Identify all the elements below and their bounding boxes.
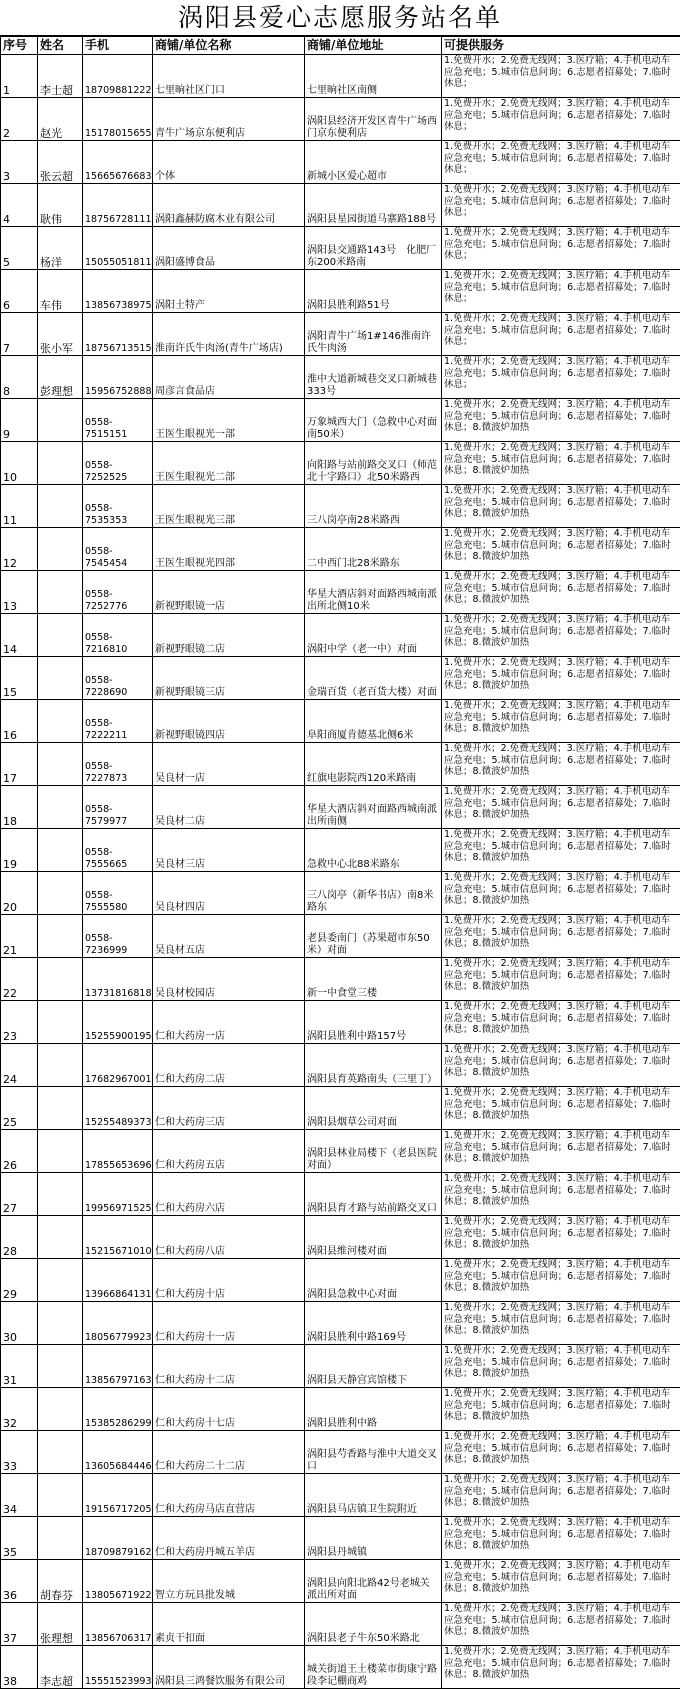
cell-phone: 18056779923 — [83, 1302, 153, 1345]
cell-services: 1.免费开水；2.免费无线网；3.医疗箱；4.手机电动车应急充电；5.城市信息问询；6.志愿者招募处；7.临时休息；8.微波炉加热 — [442, 1345, 680, 1388]
cell-number: 17 — [1, 743, 38, 786]
cell-number: 5 — [1, 227, 38, 270]
cell-phone: 15551523993 — [83, 1646, 153, 1689]
cell-services: 1.免费开水；2.免费无线网；3.医疗箱；4.手机电动车应急充电；5.城市信息问询；6.志愿者招募处；7.临时休息；8.微波炉加热 — [442, 657, 680, 700]
cell-name — [38, 1130, 83, 1173]
cell-number: 25 — [1, 1087, 38, 1130]
cell-number: 21 — [1, 915, 38, 958]
cell-shop-name: 仁和大药房一店 — [153, 1001, 305, 1044]
cell-services: 1.免费开水；2.免费无线网；3.医疗箱；4.手机电动车应急充电；5.城市信息问询；6.志愿者招募处；7.临时休息； — [442, 313, 680, 356]
cell-phone: 18709881222 — [83, 55, 153, 98]
cell-phone: 13856797163 — [83, 1345, 153, 1388]
table-row — [1, 55, 680, 98]
table-row — [1, 657, 680, 700]
table-body — [1, 55, 680, 1689]
cell-shop-address: 涡阳县丹城镇 — [305, 1517, 442, 1560]
cell-shop-name: 王医生眼视光三部 — [153, 485, 305, 528]
table-row — [1, 1044, 680, 1087]
cell-shop-address: 新一中食堂三楼 — [305, 958, 442, 1001]
cell-phone: 13731816818 — [83, 958, 153, 1001]
table-row — [1, 313, 680, 356]
cell-name — [38, 399, 83, 442]
header-services: 可提供服务 — [442, 37, 680, 55]
cell-shop-address: 涡阳县胜利中路 — [305, 1388, 442, 1431]
station-table — [0, 36, 680, 1689]
cell-services: 1.免费开水；2.免费无线网；3.医疗箱；4.手机电动车应急充电；5.城市信息问询；6.志愿者招募处；7.临时休息；8.微波炉加热 — [442, 958, 680, 1001]
cell-shop-address: 涡阳县胜利中路157号 — [305, 1001, 442, 1044]
cell-phone: 13856706317 — [83, 1603, 153, 1646]
cell-phone: 0558-7555580 — [83, 872, 153, 915]
cell-name — [38, 571, 83, 614]
cell-phone: 0558-7228690 — [83, 657, 153, 700]
cell-shop-address: 涡阳中学（老一中）对面 — [305, 614, 442, 657]
cell-services: 1.免费开水；2.免费无线网；3.医疗箱；4.手机电动车应急充电；5.城市信息问询；6.志愿者招募处；7.临时休息； — [442, 227, 680, 270]
cell-name: 车伟 — [38, 270, 83, 313]
cell-name: 张云超 — [38, 141, 83, 184]
cell-services: 1.免费开水；2.免费无线网；3.医疗箱；4.手机电动车应急充电；5.城市信息问询；6.志愿者招募处；7.临时休息；8.微波炉加热 — [442, 872, 680, 915]
cell-services: 1.免费开水；2.免费无线网；3.医疗箱；4.手机电动车应急充电；5.城市信息问询；6.志愿者招募处；7.临时休息； — [442, 55, 680, 98]
cell-shop-address: 涡阳县经济开发区青牛广场西门京东便利店 — [305, 98, 442, 141]
cell-shop-address: 涡阳县林业局楼下（老县医院对面） — [305, 1130, 442, 1173]
cell-name — [38, 786, 83, 829]
table-row — [1, 485, 680, 528]
cell-name — [38, 1517, 83, 1560]
cell-name — [38, 872, 83, 915]
cell-phone: 15178015655 — [83, 98, 153, 141]
cell-services: 1.免费开水；2.免费无线网；3.医疗箱；4.手机电动车应急充电；5.城市信息问询；6.志愿者招募处；7.临时休息；8.微波炉加热 — [442, 1431, 680, 1474]
cell-number: 11 — [1, 485, 38, 528]
cell-phone: 19156717205 — [83, 1474, 153, 1517]
cell-number: 27 — [1, 1173, 38, 1216]
cell-shop-address: 华星大酒店斜对面路西城南派出所北侧10米 — [305, 571, 442, 614]
cell-shop-name: 青牛广场京东便利店 — [153, 98, 305, 141]
cell-services: 1.免费开水；2.免费无线网；3.医疗箱；4.手机电动车应急充电；5.城市信息问询；6.志愿者招募处；7.临时休息；8.微波炉加热 — [442, 1646, 680, 1689]
cell-services: 1.免费开水；2.免费无线网；3.医疗箱；4.手机电动车应急充电；5.城市信息问询；6.志愿者招募处；7.临时休息；8.微波炉加热 — [442, 1603, 680, 1646]
table-row — [1, 356, 680, 399]
cell-number: 19 — [1, 829, 38, 872]
cell-number: 33 — [1, 1431, 38, 1474]
cell-shop-address: 老县委南门（苏果超市东50米）对面 — [305, 915, 442, 958]
cell-phone: 0558-7545454 — [83, 528, 153, 571]
cell-shop-name: 淮南许氏牛肉汤(青牛广场店) — [153, 313, 305, 356]
cell-services: 1.免费开水；2.免费无线网；3.医疗箱；4.手机电动车应急充电；5.城市信息问询；6.志愿者招募处；7.临时休息； — [442, 141, 680, 184]
cell-name — [38, 1044, 83, 1087]
cell-number: 26 — [1, 1130, 38, 1173]
cell-name: 李志超 — [38, 1646, 83, 1689]
cell-shop-name: 吴良材五店 — [153, 915, 305, 958]
cell-phone: 0558-7579977 — [83, 786, 153, 829]
cell-name — [38, 614, 83, 657]
cell-number: 23 — [1, 1001, 38, 1044]
cell-name: 李士超 — [38, 55, 83, 98]
cell-shop-name: 仁和大药房六店 — [153, 1173, 305, 1216]
table-row — [1, 1216, 680, 1259]
cell-phone: 0558-7555665 — [83, 829, 153, 872]
cell-phone: 19956971525 — [83, 1173, 153, 1216]
cell-services: 1.免费开水；2.免费无线网；3.医疗箱；4.手机电动车应急充电；5.城市信息问询；6.志愿者招募处；7.临时休息；8.微波炉加热 — [442, 1001, 680, 1044]
cell-name: 张理想 — [38, 1603, 83, 1646]
cell-name — [38, 958, 83, 1001]
cell-shop-address: 涡阳县芍香路与淮中大道交叉口 — [305, 1431, 442, 1474]
table-row — [1, 184, 680, 227]
cell-phone: 17855653696 — [83, 1130, 153, 1173]
table-row — [1, 399, 680, 442]
cell-number: 7 — [1, 313, 38, 356]
cell-services: 1.免费开水；2.免费无线网；3.医疗箱；4.手机电动车应急充电；5.城市信息问询；6.志愿者招募处；7.临时休息；8.微波炉加热 — [442, 1560, 680, 1603]
cell-phone: 15665676683 — [83, 141, 153, 184]
cell-shop-name: 吴良材校园店 — [153, 958, 305, 1001]
cell-services: 1.免费开水；2.免费无线网；3.医疗箱；4.手机电动车应急充电；5.城市信息问询；6.志愿者招募处；7.临时休息；8.微波炉加热 — [442, 614, 680, 657]
cell-number: 30 — [1, 1302, 38, 1345]
cell-name — [38, 700, 83, 743]
cell-shop-address: 涡阳县烟草公司对面 — [305, 1087, 442, 1130]
cell-shop-name: 仁和大药房五店 — [153, 1130, 305, 1173]
header-name: 姓名 — [38, 37, 83, 55]
cell-shop-address: 红旗电影院西120米路南 — [305, 743, 442, 786]
cell-phone: 15215671010 — [83, 1216, 153, 1259]
cell-number: 14 — [1, 614, 38, 657]
cell-name — [38, 1345, 83, 1388]
cell-name: 杨洋 — [38, 227, 83, 270]
cell-services: 1.免费开水；2.免费无线网；3.医疗箱；4.手机电动车应急充电；5.城市信息问询；6.志愿者招募处；7.临时休息；8.微波炉加热 — [442, 1259, 680, 1302]
table-row — [1, 270, 680, 313]
table-row — [1, 872, 680, 915]
table-row — [1, 528, 680, 571]
cell-services: 1.免费开水；2.免费无线网；3.医疗箱；4.手机电动车应急充电；5.城市信息问询；6.志愿者招募处；7.临时休息；8.微波炉加热 — [442, 1517, 680, 1560]
cell-name — [38, 1302, 83, 1345]
cell-shop-address: 涡阳县天静宫宾馆楼下 — [305, 1345, 442, 1388]
cell-shop-address: 涡阳县育英路南头（三里丁） — [305, 1044, 442, 1087]
cell-shop-address: 三八岗亭（新华书店）南8米路东 — [305, 872, 442, 915]
cell-number: 18 — [1, 786, 38, 829]
cell-number: 31 — [1, 1345, 38, 1388]
table-row — [1, 1345, 680, 1388]
cell-shop-address: 涡阳县星园街道马寨路188号 — [305, 184, 442, 227]
cell-shop-name: 新视野眼镜四店 — [153, 700, 305, 743]
table-row — [1, 1130, 680, 1173]
cell-number: 37 — [1, 1603, 38, 1646]
cell-shop-name: 周彦言食品店 — [153, 356, 305, 399]
cell-shop-name: 仁和大药房三店 — [153, 1087, 305, 1130]
cell-shop-address: 新城小区爱心超市 — [305, 141, 442, 184]
cell-shop-address: 淮中大道新城巷交叉口新城巷333号 — [305, 356, 442, 399]
cell-number: 3 — [1, 141, 38, 184]
cell-number: 8 — [1, 356, 38, 399]
cell-shop-name: 新视野眼镜二店 — [153, 614, 305, 657]
cell-shop-name: 七里晌社区门口 — [153, 55, 305, 98]
cell-shop-name: 智立方玩具批发城 — [153, 1560, 305, 1603]
cell-shop-address: 涡阳县胜利路51号 — [305, 270, 442, 313]
cell-name: 张小军 — [38, 313, 83, 356]
cell-shop-address: 三八岗亭南28米路西 — [305, 485, 442, 528]
cell-number: 32 — [1, 1388, 38, 1431]
cell-shop-name: 仁和大药房十店 — [153, 1259, 305, 1302]
cell-number: 29 — [1, 1259, 38, 1302]
table-row — [1, 1173, 680, 1216]
cell-name — [38, 1173, 83, 1216]
cell-name — [38, 915, 83, 958]
cell-shop-address: 涡阳县维河楼对面 — [305, 1216, 442, 1259]
cell-phone: 0558-7222211 — [83, 700, 153, 743]
cell-name — [38, 1474, 83, 1517]
table-row — [1, 1646, 680, 1689]
header-row — [1, 37, 680, 55]
cell-services: 1.免费开水；2.免费无线网；3.医疗箱；4.手机电动车应急充电；5.城市信息问询；6.志愿者招募处；7.临时休息；8.微波炉加热 — [442, 1044, 680, 1087]
cell-shop-address: 城关街道王土楼菜市街康宁路段李记棚商鸡 — [305, 1646, 442, 1689]
table-row — [1, 1259, 680, 1302]
table-row — [1, 98, 680, 141]
cell-number: 15 — [1, 657, 38, 700]
cell-shop-name: 王医生眼视光二部 — [153, 442, 305, 485]
table-row — [1, 958, 680, 1001]
cell-services: 1.免费开水；2.免费无线网；3.医疗箱；4.手机电动车应急充电；5.城市信息问询；6.志愿者招募处；7.临时休息；8.微波炉加热 — [442, 1388, 680, 1431]
cell-shop-name: 吴良材一店 — [153, 743, 305, 786]
table-row — [1, 1603, 680, 1646]
cell-shop-address: 万象城西大门（急救中心对面南50米） — [305, 399, 442, 442]
cell-name — [38, 485, 83, 528]
cell-phone: 13966864131 — [83, 1259, 153, 1302]
cell-shop-address: 华星大酒店斜对面路西城南派出所南侧 — [305, 786, 442, 829]
cell-number: 9 — [1, 399, 38, 442]
cell-shop-address: 阜阳商厦肯德基北侧6米 — [305, 700, 442, 743]
cell-shop-name: 吴良材四店 — [153, 872, 305, 915]
cell-shop-name: 吴良材二店 — [153, 786, 305, 829]
cell-name — [38, 1259, 83, 1302]
header-address: 商铺/单位地址 — [305, 37, 442, 55]
cell-phone: 0558-7515151 — [83, 399, 153, 442]
cell-shop-address: 涡阳县胜利中路169号 — [305, 1302, 442, 1345]
cell-phone: 13856738975 — [83, 270, 153, 313]
sheet-title: 涡阳县爱心志愿服务站名单 — [0, 0, 680, 36]
header-no: 序号 — [1, 37, 38, 55]
cell-services: 1.免费开水；2.免费无线网；3.医疗箱；4.手机电动车应急充电；5.城市信息问询；6.志愿者招募处；7.临时休息；8.微波炉加热 — [442, 485, 680, 528]
cell-shop-name: 仁和大药房二十二店 — [153, 1431, 305, 1474]
cell-shop-name: 涡阳盛博食品 — [153, 227, 305, 270]
cell-services: 1.免费开水；2.免费无线网；3.医疗箱；4.手机电动车应急充电；5.城市信息问询；6.志愿者招募处；7.临时休息； — [442, 98, 680, 141]
cell-name — [38, 1087, 83, 1130]
cell-shop-address: 涡阳县老子牛东50米路北 — [305, 1603, 442, 1646]
cell-shop-name: 涡阳县三鸿餐饮服务有限公司 — [153, 1646, 305, 1689]
table-row — [1, 1001, 680, 1044]
cell-name: 耿伟 — [38, 184, 83, 227]
cell-shop-address: 急救中心北88米路东 — [305, 829, 442, 872]
table-row — [1, 442, 680, 485]
cell-shop-address: 二中西门北28米路东 — [305, 528, 442, 571]
cell-name: 彭理想 — [38, 356, 83, 399]
cell-name — [38, 1001, 83, 1044]
cell-services: 1.免费开水；2.免费无线网；3.医疗箱；4.手机电动车应急充电；5.城市信息问询；6.志愿者招募处；7.临时休息；8.微波炉加热 — [442, 1087, 680, 1130]
cell-number: 22 — [1, 958, 38, 1001]
cell-phone: 0558-7236999 — [83, 915, 153, 958]
cell-shop-name: 王医生眼视光一部 — [153, 399, 305, 442]
cell-services: 1.免费开水；2.免费无线网；3.医疗箱；4.手机电动车应急充电；5.城市信息问询；6.志愿者招募处；7.临时休息；8.微波炉加热 — [442, 1216, 680, 1259]
cell-name — [38, 528, 83, 571]
cell-shop-name: 王医生眼视光四部 — [153, 528, 305, 571]
table-row — [1, 829, 680, 872]
cell-shop-address: 涡阳县交通路143号 化肥厂东200米路南 — [305, 227, 442, 270]
cell-shop-address: 向阳路与站前路交叉口（师范北十字路口）北50米路西 — [305, 442, 442, 485]
cell-shop-name: 仁和大药房马店直营店 — [153, 1474, 305, 1517]
table-row — [1, 743, 680, 786]
cell-name — [38, 1431, 83, 1474]
cell-phone: 18709879162 — [83, 1517, 153, 1560]
cell-services: 1.免费开水；2.免费无线网；3.医疗箱；4.手机电动车应急充电；5.城市信息问询；6.志愿者招募处；7.临时休息；8.微波炉加热 — [442, 700, 680, 743]
cell-number: 38 — [1, 1646, 38, 1689]
cell-number: 4 — [1, 184, 38, 227]
cell-number: 6 — [1, 270, 38, 313]
cell-services: 1.免费开水；2.免费无线网；3.医疗箱；4.手机电动车应急充电；5.城市信息问询；6.志愿者招募处；7.临时休息； — [442, 356, 680, 399]
cell-services: 1.免费开水；2.免费无线网；3.医疗箱；4.手机电动车应急充电；5.城市信息问询；6.志愿者招募处；7.临时休息；8.微波炉加热 — [442, 743, 680, 786]
cell-shop-name: 新视野眼镜三店 — [153, 657, 305, 700]
cell-phone: 13605684446 — [83, 1431, 153, 1474]
cell-phone: 0558-7227873 — [83, 743, 153, 786]
table-row — [1, 1388, 680, 1431]
cell-services: 1.免费开水；2.免费无线网；3.医疗箱；4.手机电动车应急充电；5.城市信息问询；6.志愿者招募处；7.临时休息；8.微波炉加热 — [442, 1130, 680, 1173]
cell-number: 16 — [1, 700, 38, 743]
cell-phone: 0558-7252776 — [83, 571, 153, 614]
cell-name — [38, 829, 83, 872]
cell-shop-name: 个体 — [153, 141, 305, 184]
cell-shop-name: 仁和大药房八店 — [153, 1216, 305, 1259]
cell-shop-address: 涡阳县急救中心对面 — [305, 1259, 442, 1302]
cell-number: 24 — [1, 1044, 38, 1087]
cell-shop-address: 金瑞百货（老百货大楼）对面 — [305, 657, 442, 700]
table-row — [1, 571, 680, 614]
cell-services: 1.免费开水；2.免费无线网；3.医疗箱；4.手机电动车应急充电；5.城市信息问询；6.志愿者招募处；7.临时休息；8.微波炉加热 — [442, 399, 680, 442]
cell-number: 35 — [1, 1517, 38, 1560]
table-row — [1, 227, 680, 270]
cell-services: 1.免费开水；2.免费无线网；3.医疗箱；4.手机电动车应急充电；5.城市信息问询；6.志愿者招募处；7.临时休息；8.微波炉加热 — [442, 915, 680, 958]
cell-shop-name: 仁和大药房十一店 — [153, 1302, 305, 1345]
cell-phone: 15385286299 — [83, 1388, 153, 1431]
header-shop: 商铺/单位名称 — [153, 37, 305, 55]
cell-number: 28 — [1, 1216, 38, 1259]
cell-shop-name: 仁和大药房二店 — [153, 1044, 305, 1087]
cell-services: 1.免费开水；2.免费无线网；3.医疗箱；4.手机电动车应急充电；5.城市信息问询；6.志愿者招募处；7.临时休息；8.微波炉加热 — [442, 1474, 680, 1517]
cell-shop-address: 涡阳县向阳北路42号老城关派出所对面 — [305, 1560, 442, 1603]
table-row — [1, 1302, 680, 1345]
cell-number: 20 — [1, 872, 38, 915]
cell-services: 1.免费开水；2.免费无线网；3.医疗箱；4.手机电动车应急充电；5.城市信息问询；6.志愿者招募处；7.临时休息；8.微波炉加热 — [442, 571, 680, 614]
cell-services: 1.免费开水；2.免费无线网；3.医疗箱；4.手机电动车应急充电；5.城市信息问询；6.志愿者招募处；7.临时休息；8.微波炉加热 — [442, 829, 680, 872]
cell-number: 34 — [1, 1474, 38, 1517]
cell-shop-name: 涡阳鑫赫防腐木业有限公司 — [153, 184, 305, 227]
table-row — [1, 700, 680, 743]
cell-phone: 0558-7252525 — [83, 442, 153, 485]
cell-number: 12 — [1, 528, 38, 571]
cell-phone: 0558-7216810 — [83, 614, 153, 657]
cell-phone: 15255489373 — [83, 1087, 153, 1130]
cell-shop-name: 仁和大药房十七店 — [153, 1388, 305, 1431]
cell-shop-name: 素贞干扣面 — [153, 1603, 305, 1646]
cell-name — [38, 1216, 83, 1259]
cell-number: 36 — [1, 1560, 38, 1603]
cell-shop-name: 吴良材三店 — [153, 829, 305, 872]
cell-services: 1.免费开水；2.免费无线网；3.医疗箱；4.手机电动车应急充电；5.城市信息问询；6.志愿者招募处；7.临时休息； — [442, 270, 680, 313]
cell-name — [38, 743, 83, 786]
cell-shop-name: 新视野眼镜一店 — [153, 571, 305, 614]
cell-number: 13 — [1, 571, 38, 614]
cell-shop-address: 涡阳青牛广场1#146淮南许氏牛肉汤 — [305, 313, 442, 356]
cell-services: 1.免费开水；2.免费无线网；3.医疗箱；4.手机电动车应急充电；5.城市信息问询；6.志愿者招募处；7.临时休息；8.微波炉加热 — [442, 528, 680, 571]
cell-phone: 18756728111 — [83, 184, 153, 227]
cell-number: 1 — [1, 55, 38, 98]
cell-phone: 15956752888 — [83, 356, 153, 399]
table-row — [1, 1087, 680, 1130]
table-row — [1, 141, 680, 184]
cell-name: 赵光 — [38, 98, 83, 141]
cell-shop-name: 仁和大药房十二店 — [153, 1345, 305, 1388]
cell-shop-name: 仁和大药房丹城五羊店 — [153, 1517, 305, 1560]
cell-name — [38, 442, 83, 485]
cell-shop-address: 涡阳县马店镇卫生院附近 — [305, 1474, 442, 1517]
cell-name — [38, 1388, 83, 1431]
cell-shop-address: 涡阳县育才路与站前路交叉口 — [305, 1173, 442, 1216]
table-row — [1, 915, 680, 958]
table-row — [1, 1474, 680, 1517]
cell-name: 胡春芬 — [38, 1560, 83, 1603]
table-row — [1, 1560, 680, 1603]
cell-phone: 15255900195 — [83, 1001, 153, 1044]
cell-services: 1.免费开水；2.免费无线网；3.医疗箱；4.手机电动车应急充电；5.城市信息问询；6.志愿者招募处；7.临时休息；8.微波炉加热 — [442, 442, 680, 485]
cell-phone: 13805671922 — [83, 1560, 153, 1603]
table-row — [1, 1431, 680, 1474]
cell-services: 1.免费开水；2.免费无线网；3.医疗箱；4.手机电动车应急充电；5.城市信息问询；6.志愿者招募处；7.临时休息；8.微波炉加热 — [442, 1302, 680, 1345]
cell-shop-name: 涡阳土特产 — [153, 270, 305, 313]
table-row — [1, 614, 680, 657]
cell-shop-address: 七里晌社区南侧 — [305, 55, 442, 98]
cell-services: 1.免费开水；2.免费无线网；3.医疗箱；4.手机电动车应急充电；5.城市信息问询；6.志愿者招募处；7.临时休息；8.微波炉加热 — [442, 786, 680, 829]
cell-phone: 15055051811 — [83, 227, 153, 270]
cell-phone: 0558-7535353 — [83, 485, 153, 528]
table-row — [1, 1517, 680, 1560]
cell-services: 1.免费开水；2.免费无线网；3.医疗箱；4.手机电动车应急充电；5.城市信息问询；6.志愿者招募处；7.临时休息；8.微波炉加热 — [442, 1173, 680, 1216]
cell-services: 1.免费开水；2.免费无线网；3.医疗箱；4.手机电动车应急充电；5.城市信息问询；6.志愿者招募处；7.临时休息； — [442, 184, 680, 227]
table-row — [1, 786, 680, 829]
cell-phone: 18756713515 — [83, 313, 153, 356]
cell-phone: 17682967001 — [83, 1044, 153, 1087]
cell-number: 10 — [1, 442, 38, 485]
header-phone: 手机 — [83, 37, 153, 55]
cell-name — [38, 657, 83, 700]
cell-number: 2 — [1, 98, 38, 141]
